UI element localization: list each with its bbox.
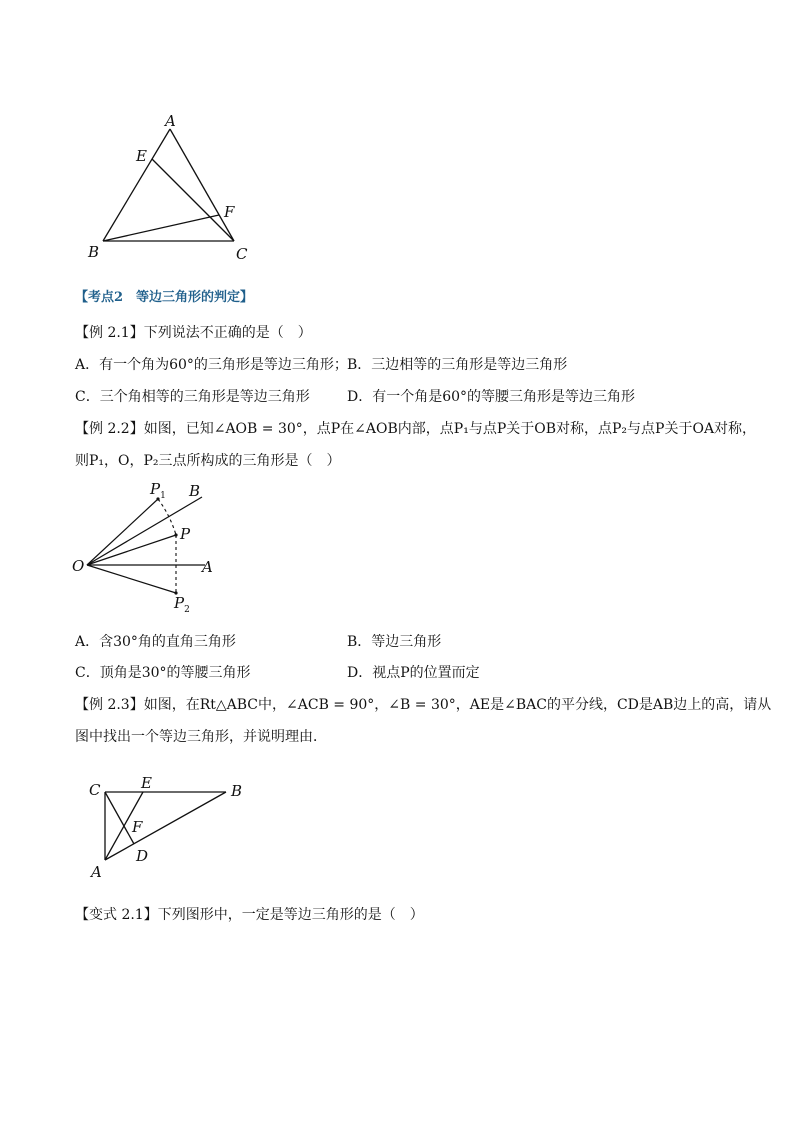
label-f: F — [224, 203, 235, 221]
label-d3: D — [136, 847, 149, 865]
label-a3: A — [91, 863, 102, 881]
variant-2-1-question: 【变式 2.1】下列图形中，一定是等边三角形的是（ ） — [75, 907, 424, 923]
example-2-2-option-a: A．含30°角的直角三角形 — [75, 634, 236, 650]
example-2-1-option-a: A．有一个角为60°的三角形是等边三角形； — [75, 357, 348, 373]
label-p: P — [180, 525, 191, 543]
label-b: B — [88, 243, 100, 261]
label-f3: F — [132, 818, 143, 836]
example-2-1-option-c: C．三个角相等的三角形是等边三角形 — [75, 389, 310, 405]
label-e3: E — [141, 774, 152, 792]
label-a2: A — [202, 558, 213, 576]
example-2-3-line2: 图中找出一个等边三角形，并说明理由． — [75, 729, 327, 745]
example-2-2-option-b: B．等边三角形 — [347, 634, 442, 650]
example-2-1-option-d: D．有一个角是60°的等腰三角形是等边三角形 — [347, 389, 636, 405]
example-2-1-option-b: B．三边相等的三角形是等边三角形 — [347, 357, 568, 373]
figure-right-triangle-abc — [0, 0, 300, 880]
example-2-2-option-d: D．视点P的位置而定 — [347, 665, 480, 681]
label-b2: B — [189, 482, 201, 500]
example-2-2-line1: 【例 2.2】如图，已知∠AOB = 30°，点P在∠AOB内部，点P₁与点P关于OB对称，点P₂与点P关于OA对称， — [75, 421, 757, 437]
label-o: O — [72, 557, 85, 575]
example-2-3-line1: 【例 2.3】如图，在Rt△ABC中，∠ACB = 90°，∠B = 30°，AE是∠BAC的平分线，CD是AB边上的高，请从 — [75, 697, 772, 713]
label-p1: $P_1$ — [150, 480, 166, 501]
label-a: A — [165, 112, 176, 130]
example-2-1-question: 【例 2.1】下列说法不正确的是（ ） — [75, 325, 312, 341]
label-p2: $P_2$ — [174, 594, 190, 615]
label-c: C — [236, 245, 248, 263]
example-2-2-option-c: C．顶角是30°的等腰三角形 — [75, 665, 251, 681]
section-heading: 【考点2 等边三角形的判定】 — [75, 290, 254, 305]
label-c3: C — [89, 781, 101, 799]
example-2-2-line2: 则P₁，O，P₂三点所构成的三角形是（ ） — [75, 453, 341, 469]
label-b3: B — [231, 782, 243, 800]
label-e: E — [136, 147, 147, 165]
